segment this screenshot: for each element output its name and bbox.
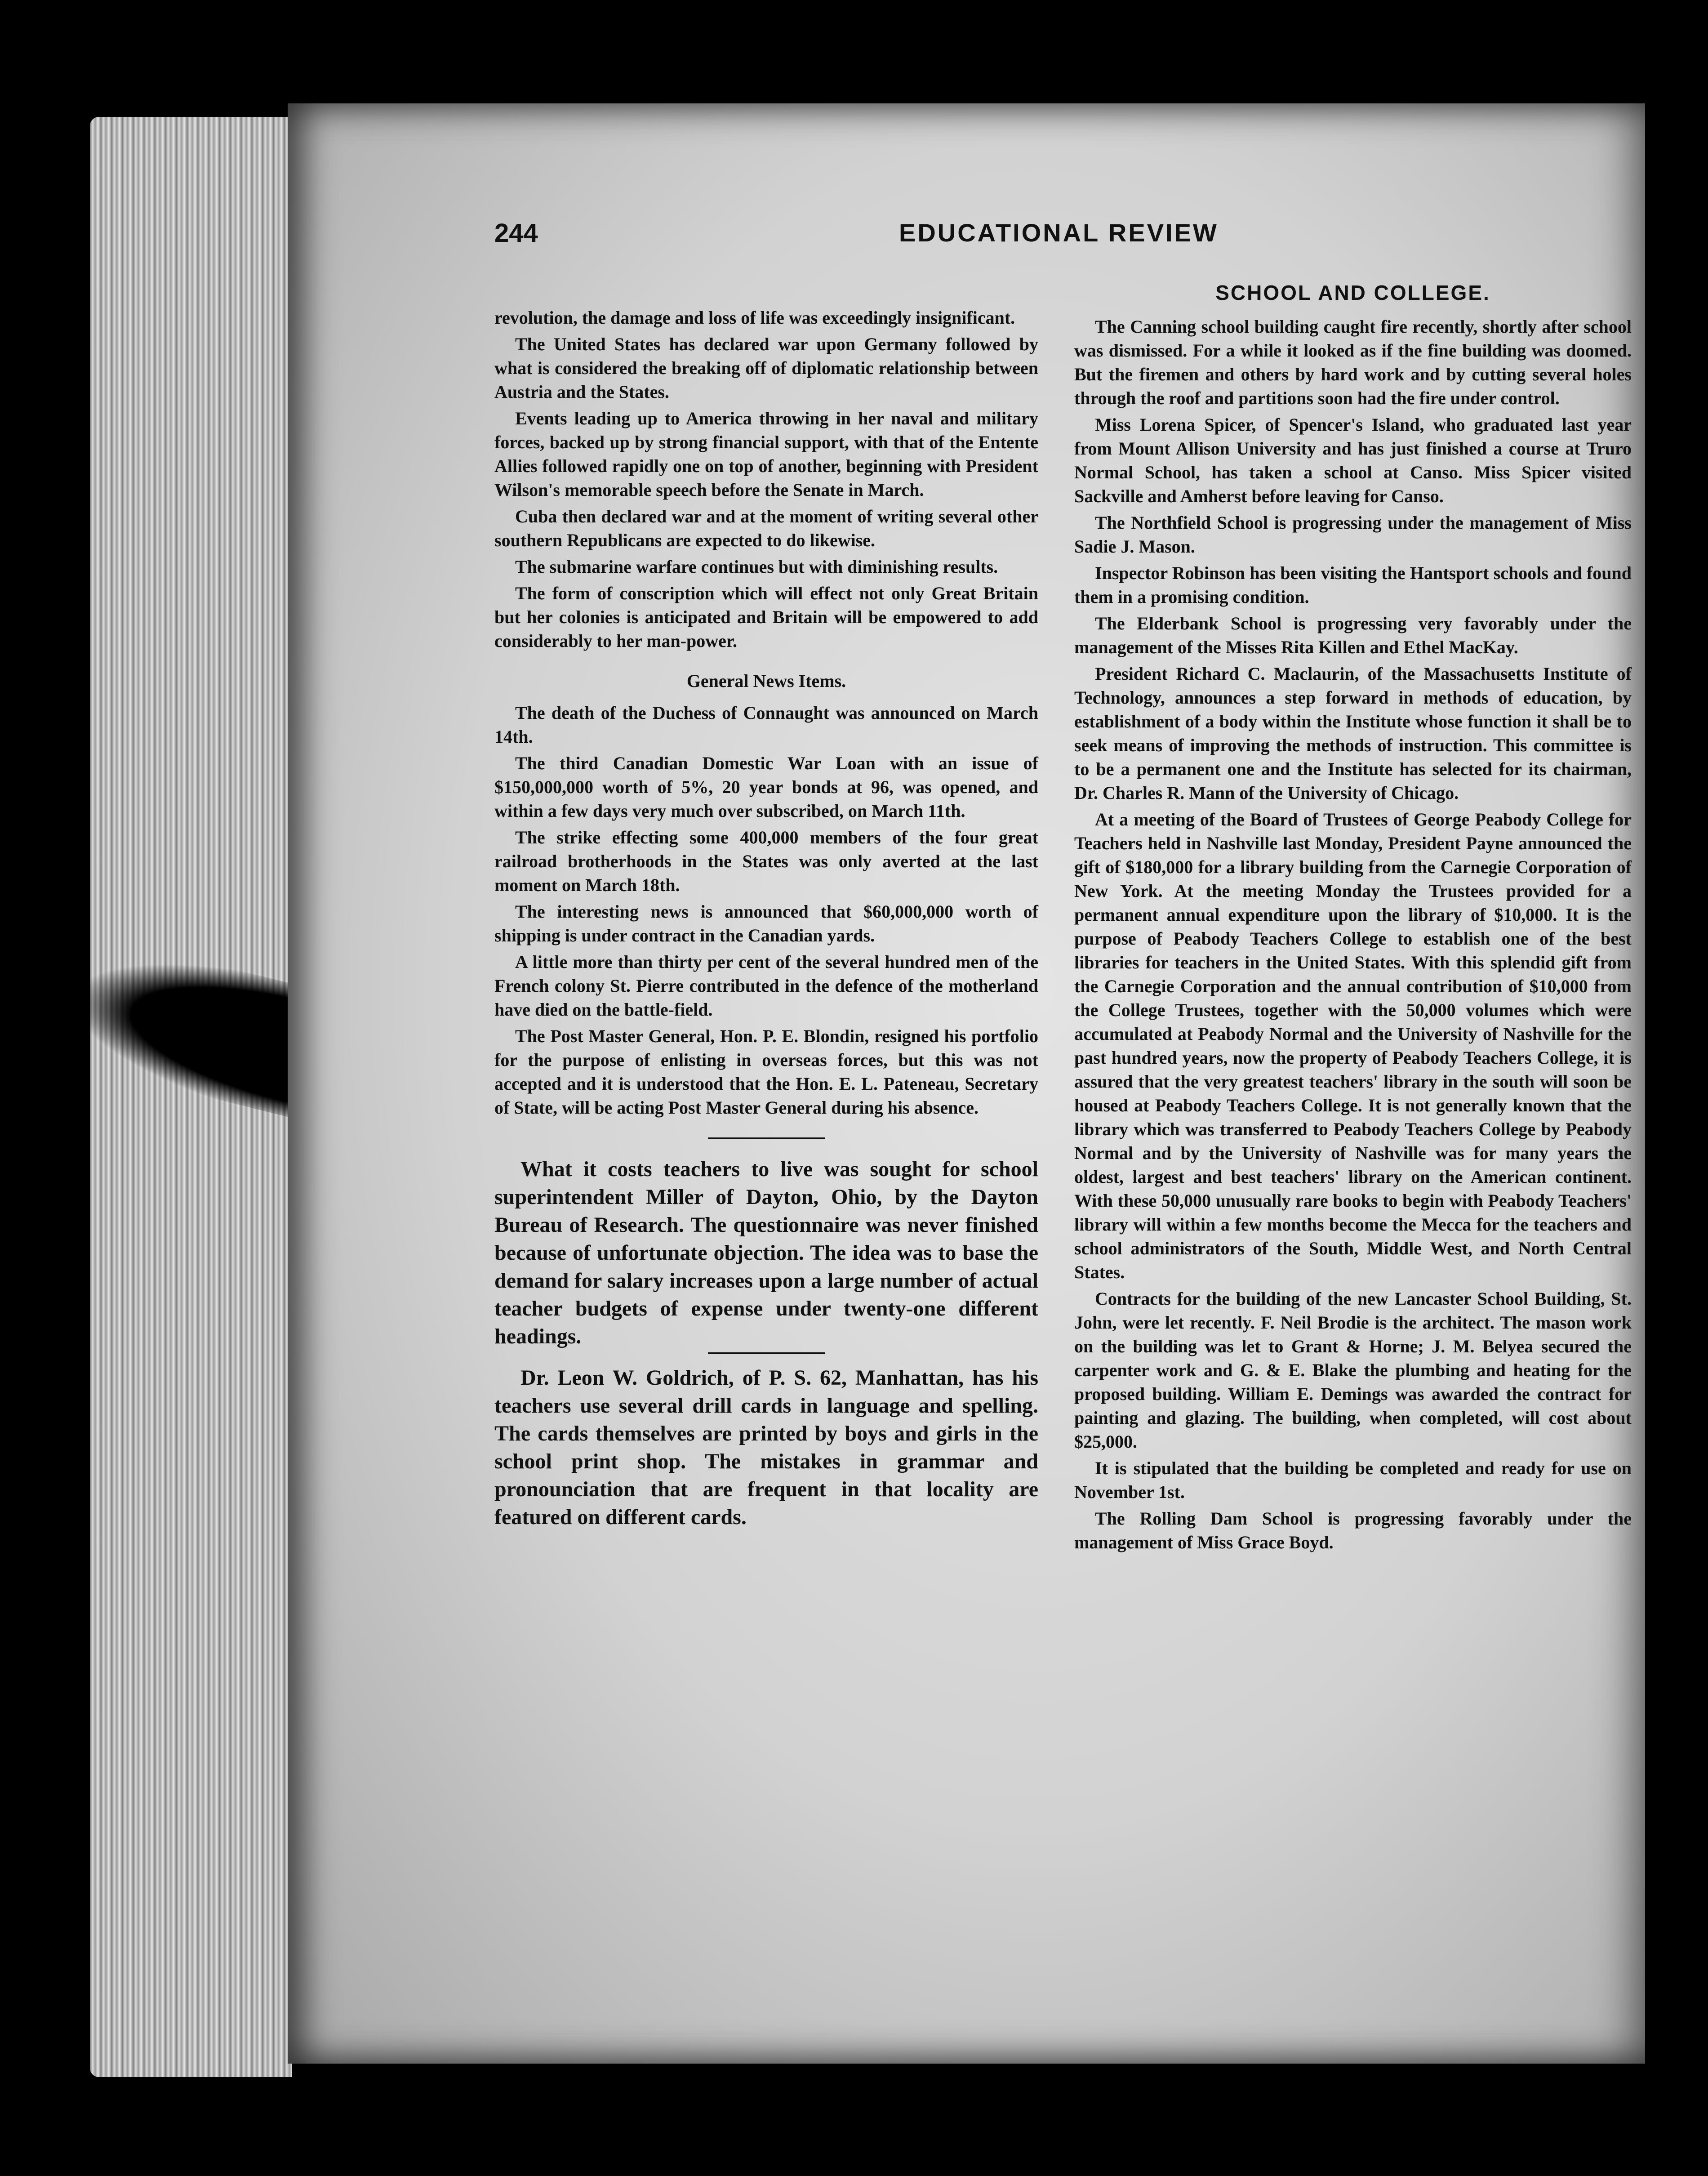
war-paragraph: Cuba then declared war and at the moment of writing several other southern Republicans are expected to do likewise. <box>494 506 1038 550</box>
feature-paragraph: What it costs teachers to live was sought for school superintendent Miller of Dayton, Ohio, by the Dayton Bureau of Research. The questionnaire was never finished because of unfortunate objection. The idea was to base the demand for salary increases upon a large number of actual teacher budgets of expense under twenty-one different headings. <box>494 1157 1038 1348</box>
news-paragraph: The strike effecting some 400,000 members of the four great railroad brotherhoods in the States was only averted at the last moment on March 18th. <box>494 827 1038 895</box>
school-paragraph: Inspector Robinson has been visiting the Hantsport schools and found them in a promising condition. <box>1074 563 1632 607</box>
news-paragraph: The Post Master General, Hon. P. E. Blondin, resigned his portfolio for the purpose of enlisting in overseas forces, but this was not accepted and it is understood that the Hon. E. L. Pateneau, Secretary of State, will be acting Post Master General during his absence. <box>494 1026 1038 1118</box>
journal-title: EDUCATIONAL REVIEW <box>899 218 1219 247</box>
school-paragraph: The Canning school building caught fire recently, shortly after school was dismissed. For a while it looked as if the fine building was doomed. But the firemen and others by hard work and by cutting several holes through the roof and partitions soon had the fire under control. <box>1074 317 1632 408</box>
school-paragraph: Contracts for the building of the new Lancaster School Building, St. John, were let recently. F. Neil Brodie is the architect. The mason work on the building was let to Grant & Horne; J. M. Belyea secured the carpenter work and G. & E. Blake the plumbing and heating for the proposed building. William E. Demings was awarded the contract for painting and glazing. The building, when completed, will cost about $25,000. <box>1074 1289 1632 1452</box>
news-paragraph: A little more than thirty per cent of the several hundred men of the French colony St. Pierre contributed in the defence of the motherland have died on the battle-field. <box>494 952 1038 1020</box>
feature-divider <box>708 1352 825 1354</box>
left-column <box>494 306 1038 1531</box>
school-college-heading: SCHOOL AND COLLEGE. <box>1215 281 1490 304</box>
school-paragraph: The Northfield School is progressing under the management of Miss Sadie J. Mason. <box>1074 513 1632 557</box>
news-paragraph: The third Canadian Domestic War Loan with an issue of $150,000,000 worth of 5%, 20 year bonds at 96, was opened, and within a few days very much over subscribed, on March 11th. <box>494 753 1038 821</box>
school-paragraph: Miss Lorena Spicer, of Spencer's Island, who graduated last year from Mount Allison University and has just finished a course at Truro Normal School, has taken a school at Canso. Miss Spicer visited Sackville and Amherst before leaving for Canso. <box>1074 415 1632 506</box>
feature-paragraph: Dr. Leon W. Goldrich, of P. S. 62, Manhattan, has his teachers use several drill cards in language and spelling. The cards themselves are printed by boys and girls in the school print shop. The mistakes in grammar and pronounciation that are frequent in that locality are featured on different cards. <box>494 1366 1038 1529</box>
war-paragraph: The United States has declared war upon Germany followed by what is considered the breaking off of diplomatic relationship between Austria and the States. <box>494 334 1038 402</box>
war-paragraph: Events leading up to America throwing in her naval and military forces, backed up by strong financial support, with that of the Entente Allies followed rapidly one on top of another, beginning with President Wilson's memorable speech before the Senate in March. <box>494 408 1038 500</box>
news-heading: General News Items. <box>686 671 846 691</box>
school-paragraph: The Rolling Dam School is progressing favorably under the management of Miss Grace Boyd. <box>1074 1508 1632 1552</box>
news-paragraph: The interesting news is announced that $60,000,000 worth of shipping is under contract in the Canadian yards. <box>494 901 1038 945</box>
war-paragraph: revolution, the damage and loss of life was exceedingly insignificant. <box>494 308 1015 328</box>
page-header <box>494 218 1528 259</box>
feature-block <box>494 1155 1038 1531</box>
right-column <box>1074 281 1632 1557</box>
school-paragraph: It is stipulated that the building be completed and ready for use on November 1st. <box>1074 1458 1632 1502</box>
book-page <box>288 103 1645 2064</box>
school-paragraph: President Richard C. Maclaurin, of the Massachusetts Institute of Technology, announces a step forward in methods of education, by establishment of a body within the Institute whose function it shall be to seek means of improving the methods of instruction. This committee is to be a permanent one and the Institute has selected for its chairman, Dr. Charles R. Mann of the University of Chicago. <box>1074 664 1632 803</box>
news-paragraph: The death of the Duchess of Connaught was announced on March 14th. <box>494 703 1038 747</box>
war-paragraph: The submarine warfare continues but with diminishing results. <box>515 557 998 577</box>
school-paragraph: The Elderbank School is progressing very favorably under the management of the Misses Rita Killen and Ethel MacKay. <box>1074 613 1632 657</box>
page-number: 244 <box>494 218 538 248</box>
section-divider <box>708 1137 825 1139</box>
school-paragraph: At a meeting of the Board of Trustees of George Peabody College for Teachers held in Nashville last Monday, President Payne announced the gift of $180,000 for a library building from the Carnegie Corporation of New York. At the meeting Monday the Trustees provided for a permanent annual expenditure upon the library of $10,000. It is the purpose of Peabody Teachers College to establish one of the best libraries for teachers in the United States. With this splendid gift from the Carnegie Corporation and the annual contribution of $10,000 from the College Trustees, together with the 50,000 volumes which were accumulated at Peabody Normal and the University of Nashville for the past hundred years, now the property of Peabody Teachers College, it is assured that the very greatest teachers' library in the south will soon be housed at Peabody Teachers College. It is not generally known that the library which was transferred to Peabody Teachers College by Peabody Normal and by the University of Nashville was for many years the oldest, largest and best teachers' library on the American continent. With these 50,000 unusually rare books to begin with Peabody Teachers' library will within a few months become the Mecca for the teachers and school administrators of the South, Middle West, and North Central States. <box>1074 809 1632 1282</box>
war-paragraph: The form of conscription which will effect not only Great Britain but her colonies is anticipated and Britain will be empowered to add considerably to her man-power. <box>494 583 1038 651</box>
